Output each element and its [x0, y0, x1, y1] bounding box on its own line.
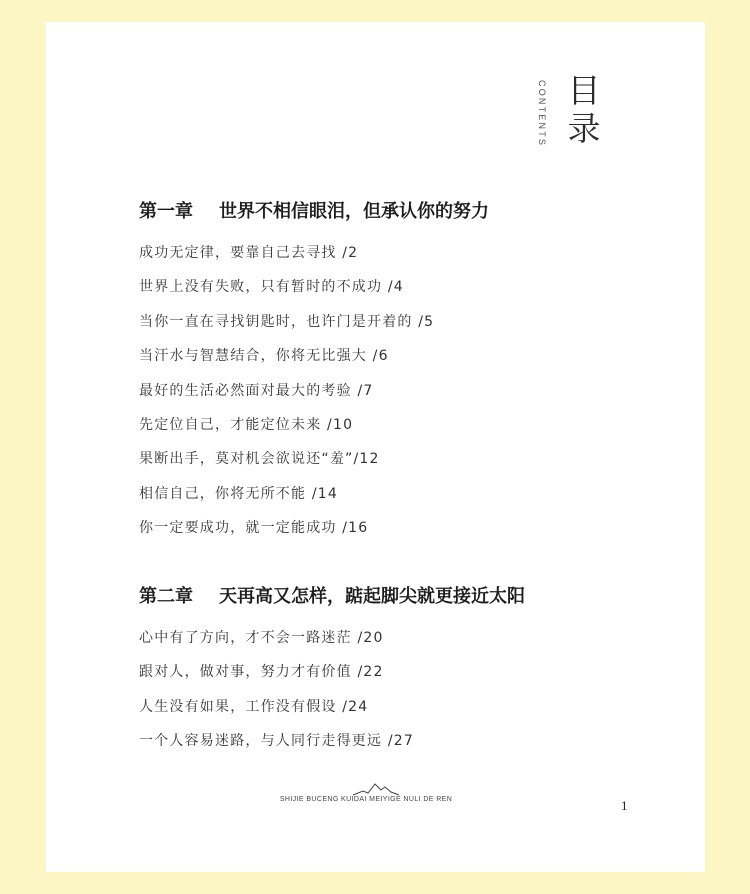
book-page: [46, 22, 705, 872]
running-title: SHIJIE BUCENG KUIDAI MEIYIGE NULI DE REN: [279, 796, 453, 803]
mountain-icon: [351, 781, 401, 797]
toc-entry[interactable]: 当你一直在寻找钥匙时，也许门是开着的 /5: [139, 313, 435, 330]
toc-entry[interactable]: 当汗水与智慧结合，你将无比强大 /6: [139, 348, 389, 365]
toc-entry[interactable]: 相信自己，你将无所不能 /14: [139, 485, 338, 502]
toc-entry[interactable]: 先定位自己，才能定位未来 /10: [139, 416, 354, 433]
toc-entry[interactable]: 人生没有如果，工作没有假设 /24: [139, 698, 369, 715]
page-number: 1: [621, 798, 628, 813]
chapter-section: [139, 584, 699, 759]
toc-entry[interactable]: 最好的生活必然面对最大的考验 /7: [139, 382, 374, 399]
toc-entry[interactable]: 跟对人，做对事，努力才有价值 /22: [139, 664, 384, 681]
toc-entry[interactable]: 世界上没有失败，只有暂时的不成功 /4: [139, 279, 404, 296]
chapter-heading: [139, 199, 699, 225]
chapter-section: [139, 199, 699, 546]
toc-entry[interactable]: 一个人容易迷路，与人同行走得更远 /27: [139, 733, 414, 750]
toc-entry[interactable]: 成功无定律，要靠自己去寻找 /2: [139, 245, 359, 261]
toc-list: [139, 621, 699, 759]
toc-entry[interactable]: 你一定要成功，就一定能成功 /16: [139, 520, 369, 537]
chapter-title: 世界不相信眼泪，但承认你的努力: [219, 201, 489, 222]
toc-entry[interactable]: 心中有了方向，才不会一路迷茫 /20: [139, 630, 384, 646]
toc-list: [139, 236, 699, 546]
page-title: 目录: [567, 71, 601, 148]
chapter-heading: [139, 584, 699, 610]
chapter-number: 第一章: [139, 201, 193, 222]
chapter-number: 第二章: [139, 586, 193, 607]
toc-entry[interactable]: 果断出手，莫对机会欲说还“羞”/12: [139, 451, 380, 468]
contents-label: CONTENTS: [537, 80, 547, 148]
chapter-title: 天再高又怎样，踮起脚尖就更接近太阳: [219, 586, 525, 607]
